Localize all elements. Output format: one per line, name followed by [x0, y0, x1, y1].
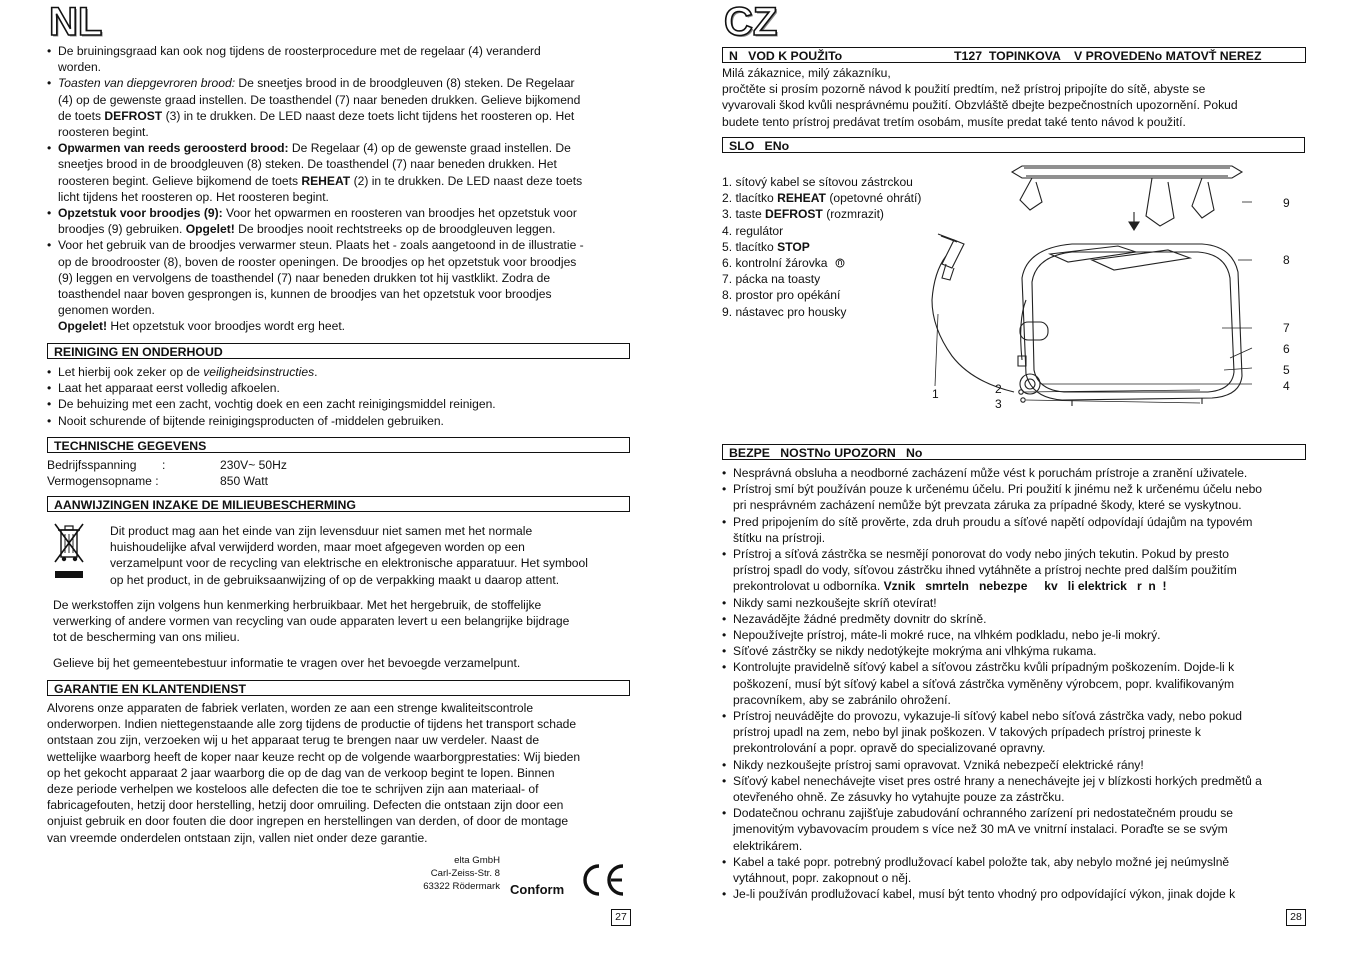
milieu-paragraph-2: De werkstoffen zijn volgens hun kenmerking herbruikbaar. Met het hergebruik, de stoffelijke verwerking of andere vormen van recycling van oude apparaten levert u een belangrijke bijdrage tot de bescherming van ons milieu. — [53, 598, 570, 645]
weee-crossed-bin-icon — [52, 521, 86, 579]
callout-8: 8 — [1283, 253, 1290, 267]
list-item: • Toasten van diepgevroren brood: De sneetjes brood in de broodgleuven (8) steken. De Regelaar (4) op de gewenste graad instellen. De toasthendel (7) naar beneden drukken. Gelieve bijkomend de toets DEFROST (3) in te drukken. De LED naast deze toets licht tijdens het roosteren op. Het roosteren begint. — [47, 76, 581, 140]
list-item: 4. regulátor — [722, 223, 784, 238]
page-number: 28 — [1286, 909, 1306, 926]
language-heading-cz: CZ — [724, 0, 778, 44]
cz-bullets-safety — [722, 465, 1306, 902]
list-item: • Kabel a také popr. potrebný prodlužovací kabel položte tak, aby nebylo možné jej neúmyslně vytáhnout, popr. zakopnout o něj. — [722, 854, 1230, 886]
list-item: • Prístroj a síťová zástrčka se nesmějí ponorovat do vody nebo jiných tekutin. Pokud by presto prístroj spadl do vody, síťovou zástrčku ihned vytáhněte a prístroj nechte pred dalším použitím prekontrolovat u odborníka. Vznik smrteln nebezpe kv li elektrick r n ! — [722, 547, 1237, 594]
nl-bullets-reiniging — [47, 364, 630, 429]
callout-1: 1 — [932, 387, 939, 401]
list-item: • Prístroj smí být používán pouze k určenému účelu. Pri použití k jinému než k určenému účelu nebo pri nesprávném zacházení nemůže být prevzata záruka za prípadné škody, které se vyskytnou. — [722, 482, 1263, 513]
section-heading-slozeni: SLO ENo — [722, 137, 1305, 153]
list-item: • Síťový kabel nenechávejte viset pres ostré hrany a nenechávejte jej v blízkosti horkých predmětů a otevřeného ohně. Ze zásuvky ho vytahujte pouze za zástrčku. — [722, 773, 1262, 805]
list-item: • Síťové zástrčky se nikdy nedotýkejte mokrýma ani vlhkýma rukama. — [722, 644, 1097, 659]
list-item: • Nooit schurende of bijtende reinigingsproducten of -middelen gebruiken. — [47, 413, 444, 428]
section-heading-navod: N VOD K POUŽITo T127 TOPINKOVA V PROVEDENo MATOVŤ NEREZ — [722, 47, 1306, 63]
nl-bullets-usage — [47, 43, 630, 335]
list-item: • Let hierbij ook zeker op de veiligheidsinstructies. — [47, 365, 318, 379]
list-item: • Dodatečnou ochranu zajišťuje zabudování ochranného zarízení pri nedostatečném proudu se jmenovitým vybavovacím proudem s více než 30 mA ve vnitrní instalaci. Poraďte se se svým elektrikárem. — [722, 806, 1234, 853]
toaster-illustration — [902, 160, 1272, 420]
list-item: • Nikdy sami nezkoušejte skríň otevírat! — [722, 595, 937, 610]
list-item: • Je-li používán prodlužovací kabel, musí být tento vhodný pro odpovídající výkon, jinak dojde k — [722, 887, 1236, 902]
section-heading-reiniging: REINIGING EN ONDERHOUD — [47, 343, 630, 359]
conform-label: Conform — [510, 882, 565, 897]
callout-7: 7 — [1283, 321, 1290, 335]
list-item: • Opzetstuk voor broodjes (9): Voor het opwarmen en roosteren van broodjes het opzetstuk voor broodjes (9) gebruiken. Opgelet! De broodjes nooit rechtstreeks op de broodgleuven leggen. — [47, 206, 577, 237]
list-item: 3. taste DEFROST (rozmrazit) — [722, 207, 884, 222]
section-heading-bezpecnost: BEZPE NOSTNo UPOZORN No — [722, 444, 1306, 460]
milieu-paragraph-3: Gelieve bij het gemeentebestuur informatie te vragen over het bevoegde verzamelpunt. — [53, 656, 521, 670]
list-item: • Prístroj neuvádějte do provozu, vykazuje-li síťový kabel nebo síťová zástrčka vady, nebo pokud prístroj upadl na zem, nebo byl jinak poškozen. V takových prípadech prístroj prineste k prekontrolování a popr. opravě do specializované opravny. — [722, 709, 1242, 756]
callout-6: 6 — [1283, 342, 1290, 356]
list-item: • Kontrolujte pravidelně síťový kabel a síťovou zástrčku kvůli prípadným poškozením. Dojde-li k poškození, musí být síťový kabel a síťová zástrčka vyměněny výrobcem, popr. kvalifikovaným pracovníkem, aby se zabránilo ohrožení. — [722, 660, 1235, 707]
list-item: • Nikdy nezkoušejte prístroj sami opravovat. Vzniká nebezpečí elektrické rány! — [722, 757, 1144, 772]
section-heading-technische: TECHNISCHE GEGEVENS — [47, 437, 630, 453]
list-item: • Nesprávná obsluha a neodborné zacházení může vést k poruchám prístroje a zranění uživatele. — [722, 466, 1248, 480]
list-item: 1. sítový kabel se sítovou zástrckou — [722, 175, 913, 189]
list-item: 6. kontrolní žárovka — [722, 255, 962, 271]
tech-row-voltage: Bedrijfsspanning : 230V~ 50Hz — [47, 458, 287, 472]
list-item: 5. tlacítko STOP — [722, 239, 810, 254]
list-item: • Pred pripojením do sítě prověrte, zda druh proudu a síťové napětí odpovídají údajům na typovém štítku na prístroji. — [722, 514, 1253, 545]
garantie-paragraph: Alvorens onze apparaten de fabriek verlaten, worden ze aan een strenge kwaliteitscontrole onderworpen. Indien niettegenstaande alle zorg tijdens de productie of tijdens het transport schade ontstaan zou zijn, verzoeken wij u het apparaat terug te brengen naar uw verdeler. Naast de wettelijke waarborg heeft de koper naar keuze recht op de volgende waarborgprestaties: Wij bieden op het gekocht apparaat 2 jaar waarborg die op de dag van de verkoop begint te lopen. Binnen deze periode verhelpen we kosteloos alle defecten die toe te schrijven zijn aan materiaal- of fabricagefouten, hetzij door herstelling, hetzij door omruiling. Defecten die ontstaan zijn door een onjuist gebruik en door fouten die door ingrepen en herstellingen van derden, of door de montage van vreemde onderdelen ontstaan zijn, vallen niet onder deze garantie. — [47, 701, 581, 845]
list-item: 7. pácka na toasty — [722, 272, 821, 287]
list-item: • Voor het gebruik van de broodjes verwarmer steun. Plaats het - zoals aangetoond in de illustratie - op de broodrooster (8), boven de rooster openingen. De broodjes op het opzetstuk voor broodjes (9) leggen en vervolgens de toasthendel (7) naar beneden drukken tot hij vastklikt. Zodra de toasthendel naar boven gesprongen is, kunnen de broodjes van het opzetstuk voor broodjes genomen worden. Opgelet! Het opzetstuk voor broodjes wordt erg heet. — [47, 238, 584, 334]
section-heading-milieu: AANWIJZINGEN INZAKE DE MILIEUBESCHERMING — [47, 496, 630, 512]
callout-5: 5 — [1283, 363, 1290, 377]
tech-row-power: Vermogensopname : 850 Watt — [47, 474, 268, 488]
section-heading-garantie: GARANTIE EN KLANTENDIENST — [47, 680, 630, 696]
callout-9: 9 — [1283, 196, 1290, 210]
lamp-symbol-icon — [835, 258, 845, 268]
manufacturer-address: elta GmbH Carl-Zeiss-Str. 8 63322 Rödermark — [423, 855, 500, 892]
intro-paragraph: Milá zákaznice, milý zákazníku, pročtěte si prosím pozorně návod k použití predtím, než prístroj pripojíte do sítě, abyste se vyvarovali škod kvůli nesprávnému použití. Obzvláště dbejte bezpečnostních upozornění. Pokud budete tento prístroj predávat tretím osobám, musíte predat také tento návod k použití. — [722, 66, 1238, 129]
list-item: 8. prostor pro opékání — [722, 288, 841, 303]
milieu-paragraph-1: Dit product mag aan het einde van zijn levensduur niet samen met het normale huishoudelijke afval verwijderd worden, maar moet afgegeven worden op een verzamelpunt voor de recycling van elektrische en elektronische apparatuur. Het symbool op het product, in de gebruiksaanwijzing of op de verpakking maakt u daarop attent. — [110, 524, 588, 587]
list-item: 2. tlacítko REHEAT (opetovné ohrátí) — [722, 191, 922, 206]
callout-3: 3 — [995, 397, 1002, 411]
list-item: 9. nástavec pro housky — [722, 304, 847, 319]
list-item: • De behuizing met een zacht, vochtig doek en een zacht reinigingsmiddel reinigen. — [47, 397, 496, 412]
language-heading-nl: NL — [49, 0, 103, 44]
callout-4: 4 — [1283, 379, 1290, 393]
callout-2: 2 — [995, 382, 1002, 396]
ce-mark-icon — [579, 862, 627, 898]
list-item: • Nepoužívejte prístroj, máte-li mokré ruce, na vlhkém podkladu, nebo je-li mokrý. — [722, 628, 1161, 643]
list-item: • De bruiningsgraad kan ook nog tijdens de roosterprocedure met de regelaar (4) veranderd worden. — [47, 44, 541, 75]
list-item: • Laat het apparaat eerst volledig afkoelen. — [47, 381, 280, 396]
list-item: • Nezavádějte žádné predměty dovnitr do skríně. — [722, 611, 987, 626]
page-number: 27 — [611, 909, 631, 926]
list-item: • Opwarmen van reeds geroosterd brood: De Regelaar (4) op de gewenste graad instellen. De sneetjes brood in de broodgleuven (8) steken. De toasthendel (7) naar beneden drukken. Het roosteren begint. Gelieve bijkomend de toets REHEAT (2) in te drukken. De LED naast deze toets licht tijdens het roosteren op. Het roosteren begint. — [47, 141, 583, 204]
